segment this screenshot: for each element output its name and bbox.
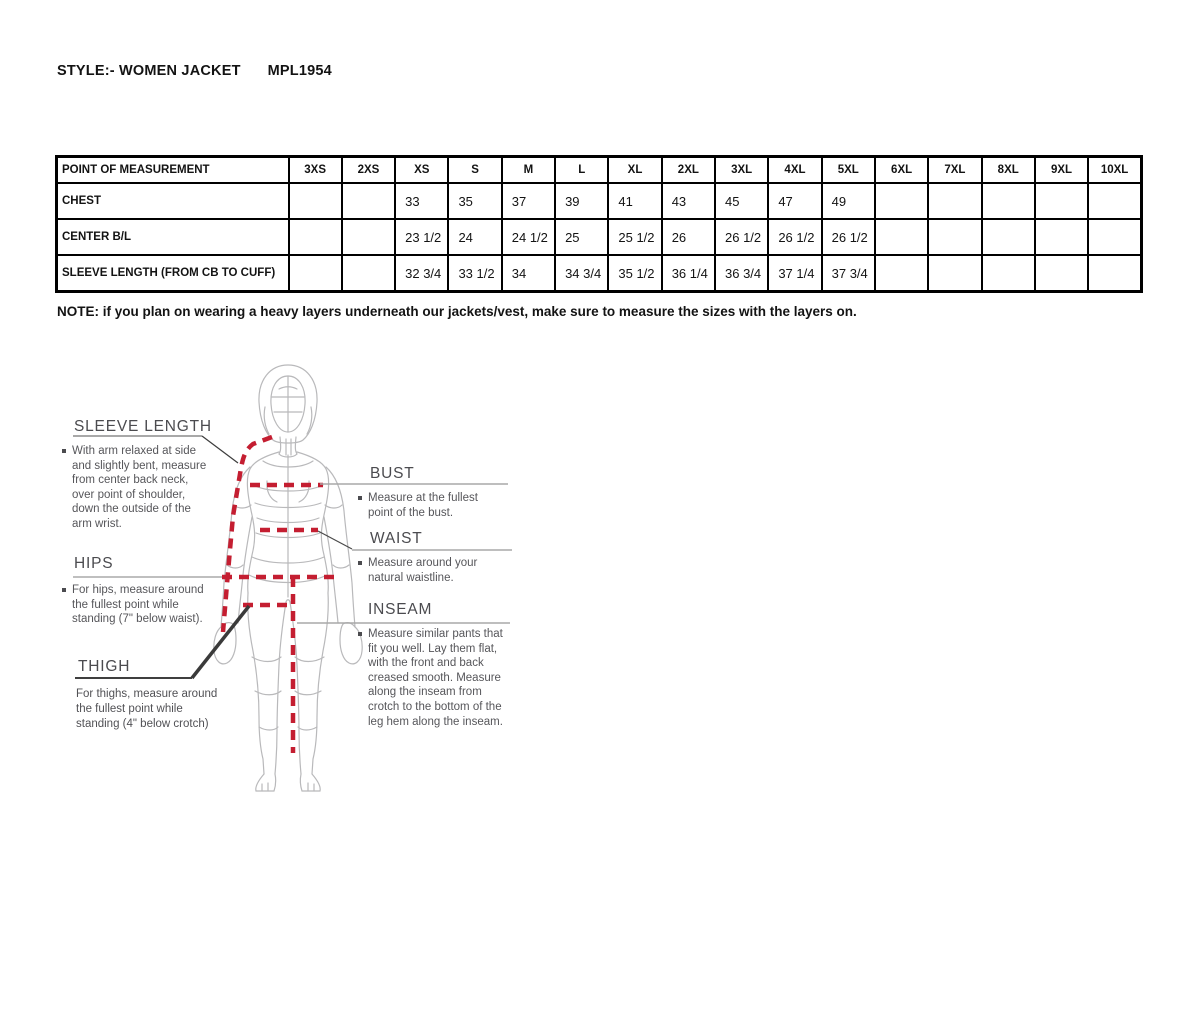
value-cell: 39	[555, 183, 608, 219]
table-header-row	[57, 157, 1142, 184]
value-cell: 26 1/2	[715, 219, 768, 255]
value-cell	[1035, 219, 1088, 255]
value-cell	[1035, 255, 1088, 292]
bullet-square-icon	[358, 632, 362, 636]
page-title	[57, 63, 332, 79]
value-cell: 35 1/2	[608, 255, 661, 292]
value-cell: 37	[502, 183, 555, 219]
value-cell: 26 1/2	[822, 219, 875, 255]
table-row-center-bl	[57, 219, 1142, 255]
value-cell: 25	[555, 219, 608, 255]
value-cell: 47	[768, 183, 821, 219]
hips-item	[62, 583, 217, 627]
value-cell	[342, 219, 395, 255]
header-size: 2XS	[342, 157, 395, 184]
value-cell	[982, 183, 1035, 219]
waist-text: Measure around your natural waistline.	[368, 557, 478, 584]
value-cell: 26 1/2	[768, 219, 821, 255]
header-size: 4XL	[768, 157, 821, 184]
value-cell: 35	[448, 183, 501, 219]
row-label-cell: CHEST	[57, 183, 289, 219]
style-code: MPL1954	[267, 63, 332, 79]
header-size: 10XL	[1088, 157, 1141, 184]
value-cell	[875, 255, 928, 292]
table-row-chest	[57, 183, 1142, 219]
value-cell: 43	[662, 183, 715, 219]
header-size: 7XL	[928, 157, 981, 184]
note-text: NOTE: if you plan on wearing a heavy layers underneath our jackets/vest, make sure to measure the sizes with the layers on.	[57, 304, 857, 319]
inseam-heading: INSEAM	[368, 601, 433, 618]
value-cell	[1035, 183, 1088, 219]
header-size: 8XL	[982, 157, 1035, 184]
value-cell	[1088, 255, 1141, 292]
value-cell: 23 1/2	[395, 219, 448, 255]
value-cell: 24 1/2	[502, 219, 555, 255]
value-cell	[875, 183, 928, 219]
header-size: 5XL	[822, 157, 875, 184]
sleeve-length-text: With arm relaxed at side and slightly bent, measure from center back neck, over point of shoulder, down the outside of the arm wrist.	[72, 445, 207, 530]
header-size: XS	[395, 157, 448, 184]
value-cell	[1088, 183, 1141, 219]
style-name: STYLE:- WOMEN JACKET	[57, 63, 241, 79]
waist-item	[358, 556, 500, 585]
row-label-cell: SLEEVE LENGTH (FROM CB TO CUFF)	[57, 255, 289, 292]
table-row-sleeve-length	[57, 255, 1142, 292]
header-size: 2XL	[662, 157, 715, 184]
figure-wireframe	[214, 365, 362, 791]
hips-text: For hips, measure around the fullest point while standing (7" below waist).	[72, 584, 204, 626]
value-cell: 32 3/4	[395, 255, 448, 292]
value-cell: 41	[608, 183, 661, 219]
header-size: 3XL	[715, 157, 768, 184]
value-cell: 34	[502, 255, 555, 292]
sleeve-length-heading: SLEEVE LENGTH	[74, 418, 212, 435]
value-cell	[1088, 219, 1141, 255]
bust-item	[358, 491, 503, 520]
header-size: S	[448, 157, 501, 184]
bullet-square-icon	[358, 496, 362, 500]
value-cell: 34 3/4	[555, 255, 608, 292]
row-label-cell: CENTER B/L	[57, 219, 289, 255]
header-size: L	[555, 157, 608, 184]
value-cell: 25 1/2	[608, 219, 661, 255]
hips-heading: HIPS	[74, 555, 114, 572]
bullet-square-icon	[62, 588, 66, 592]
inseam-text: Measure similar pants that fit you well. Lay them flat, with the front and back creased smooth. Measure along the inseam from crotch to the bottom of the leg hem along the inseam.	[368, 628, 503, 728]
bullet-square-icon	[62, 449, 66, 453]
header-size: XL	[608, 157, 661, 184]
value-cell	[928, 183, 981, 219]
value-cell	[928, 255, 981, 292]
value-cell	[342, 183, 395, 219]
value-cell: 37 1/4	[768, 255, 821, 292]
value-cell	[289, 183, 342, 219]
value-cell	[982, 219, 1035, 255]
value-cell: 45	[715, 183, 768, 219]
header-point-of-measurement: POINT OF MEASUREMENT	[57, 157, 289, 184]
value-cell: 49	[822, 183, 875, 219]
size-chart-table	[55, 155, 1143, 293]
bust-heading: BUST	[370, 465, 415, 482]
header-size: 9XL	[1035, 157, 1088, 184]
header-size: 3XS	[289, 157, 342, 184]
value-cell	[289, 219, 342, 255]
value-cell	[289, 255, 342, 292]
waist-heading: WAIST	[370, 530, 423, 547]
value-cell	[928, 219, 981, 255]
value-cell: 24	[448, 219, 501, 255]
value-cell: 26	[662, 219, 715, 255]
bullet-square-icon	[358, 561, 362, 565]
value-cell: 37 3/4	[822, 255, 875, 292]
value-cell: 36 1/4	[662, 255, 715, 292]
value-cell: 33 1/2	[448, 255, 501, 292]
header-size: 6XL	[875, 157, 928, 184]
value-cell	[342, 255, 395, 292]
value-cell	[875, 219, 928, 255]
thigh-text: For thighs, measure around the fullest point while standing (4" below crotch)	[76, 688, 218, 730]
inseam-item	[358, 627, 513, 729]
value-cell: 36 3/4	[715, 255, 768, 292]
sleeve-length-item	[62, 444, 210, 532]
bust-text: Measure at the fullest point of the bust.	[368, 492, 478, 519]
value-cell: 33	[395, 183, 448, 219]
value-cell	[982, 255, 1035, 292]
header-size: M	[502, 157, 555, 184]
thigh-heading: THIGH	[78, 658, 131, 675]
